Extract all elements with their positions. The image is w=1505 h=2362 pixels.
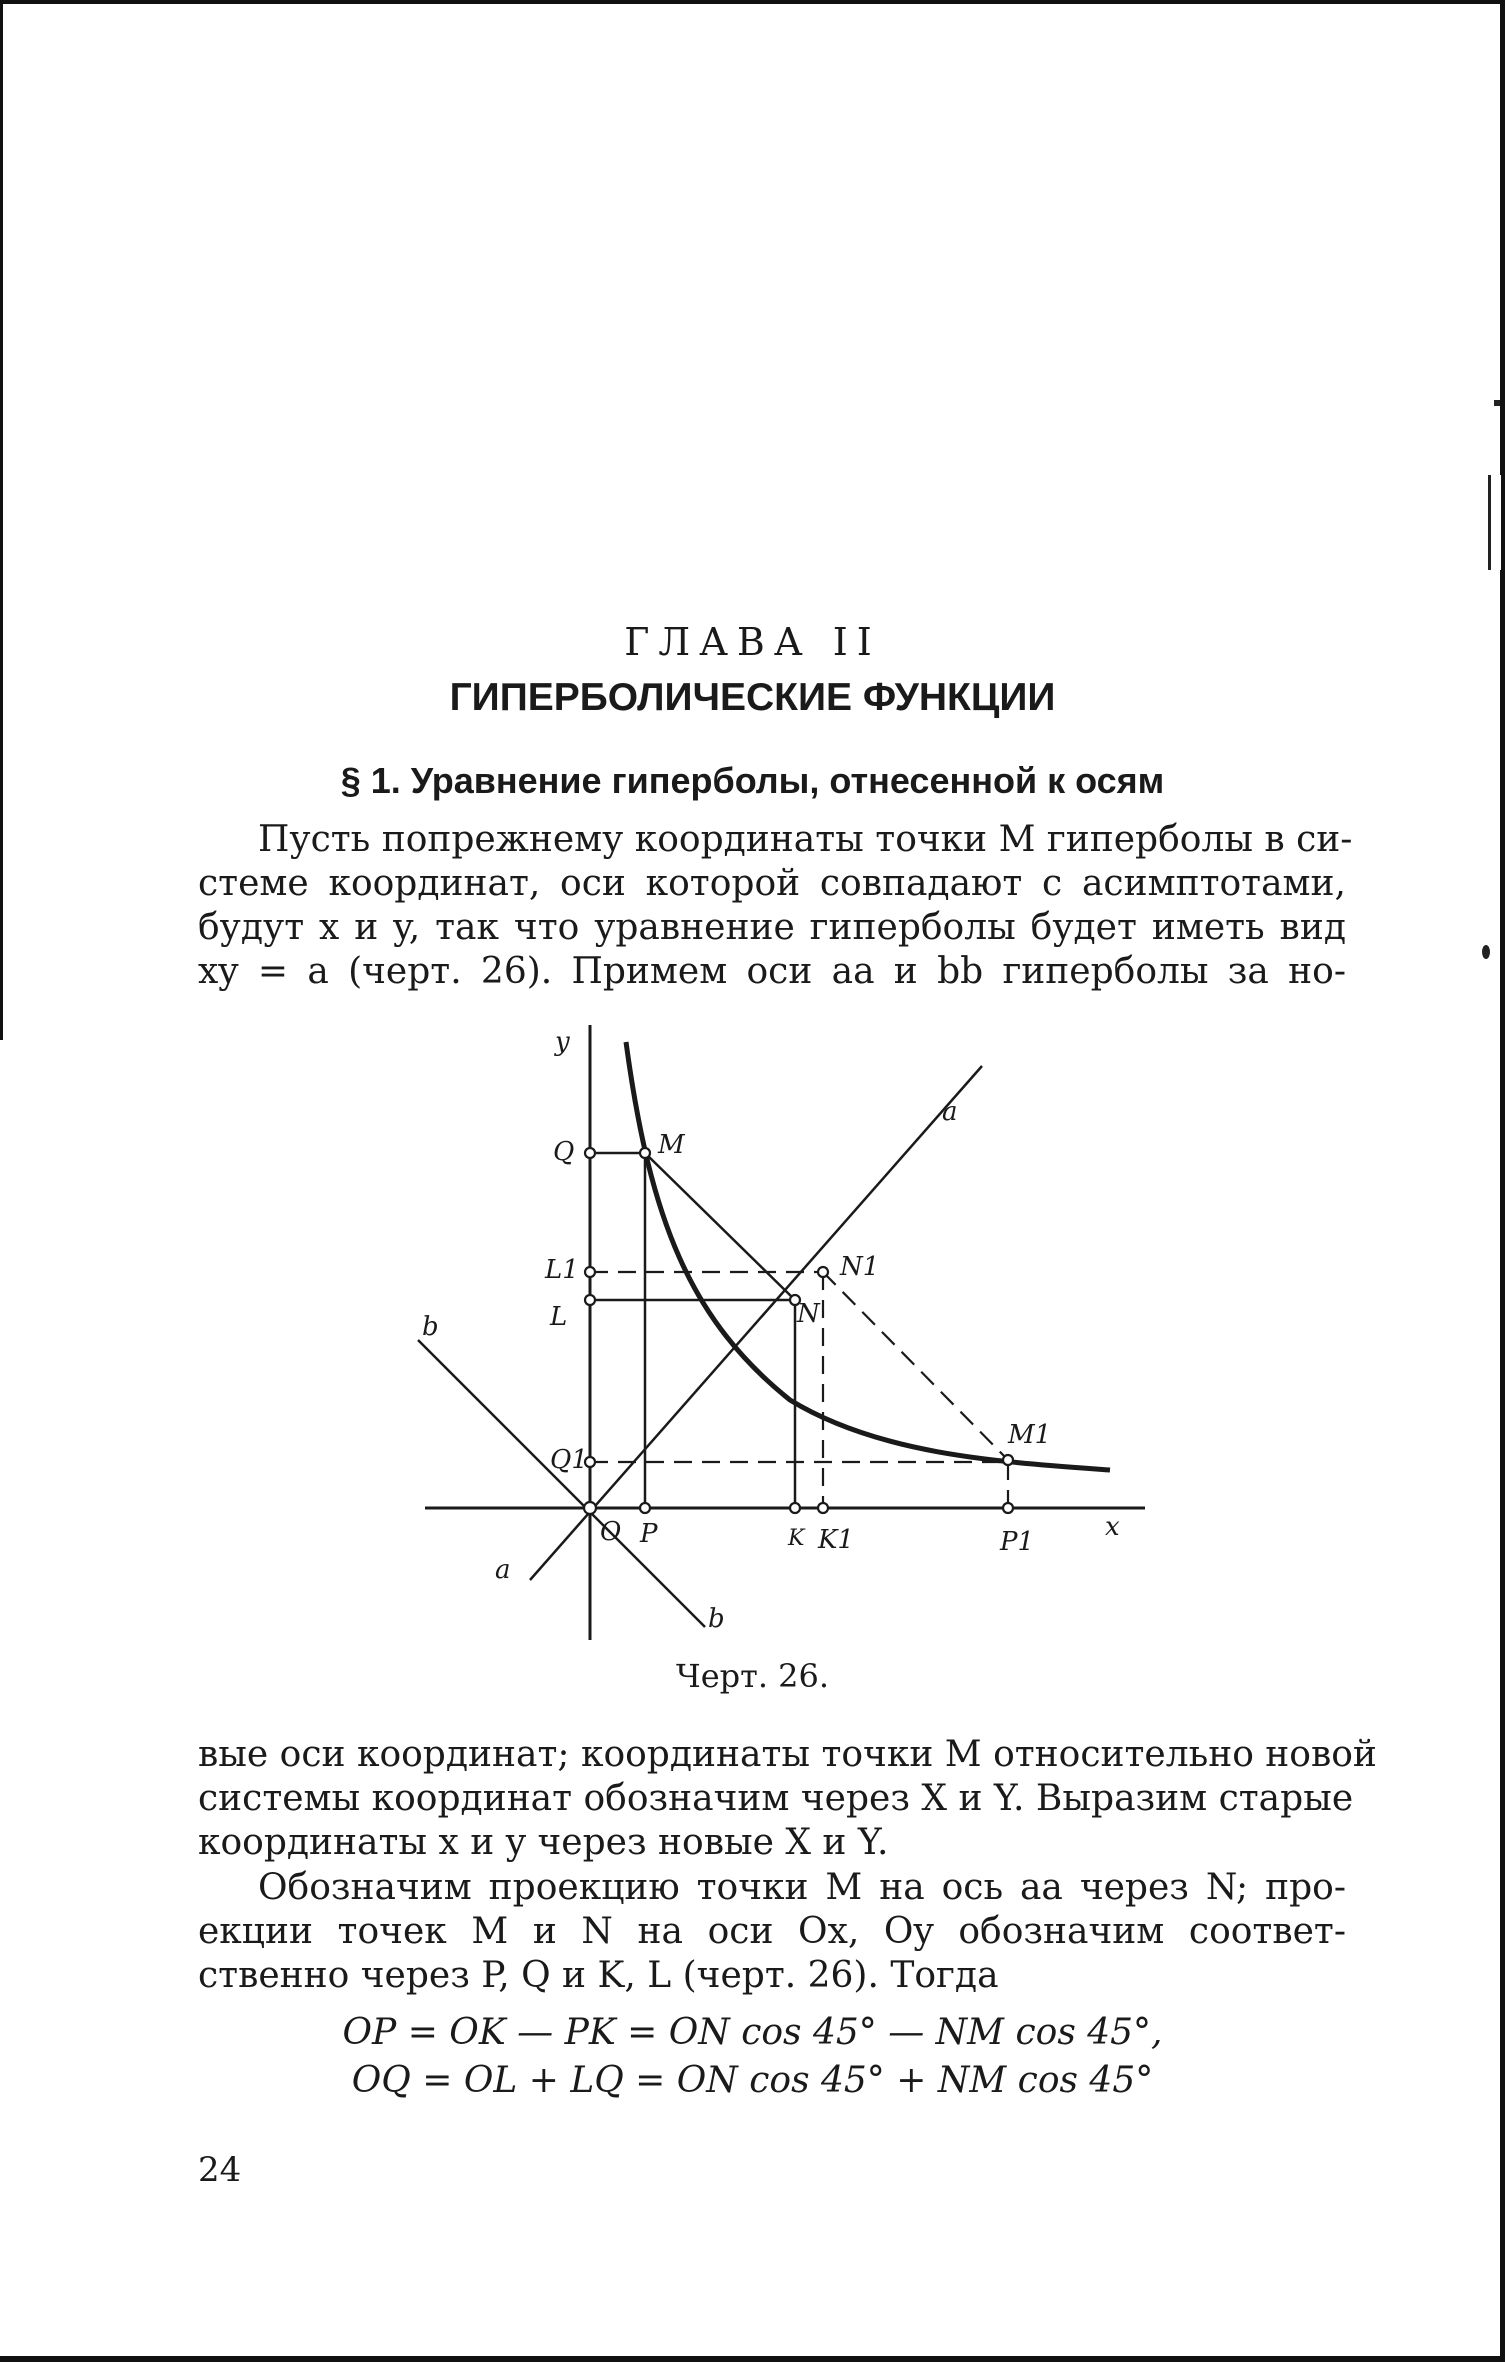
label-M: M xyxy=(658,1130,685,1160)
label-O: O xyxy=(600,1517,622,1547)
point-N1 xyxy=(818,1267,828,1277)
text-line: вые оси координат; координаты точки M относительно новой xyxy=(198,1734,1377,1775)
point-Q xyxy=(585,1148,595,1158)
scan-border-bottom xyxy=(0,2356,1505,2362)
label-L1: L1 xyxy=(545,1255,579,1285)
label-b-top: b xyxy=(422,1312,439,1342)
text-line: екции точек M и N на оси Ox, Oy обозначим соответ- xyxy=(198,1911,1346,1952)
point-L1 xyxy=(585,1267,595,1277)
label-x: x xyxy=(1105,1512,1120,1542)
point-P xyxy=(640,1503,650,1513)
point-M1 xyxy=(1003,1455,1013,1465)
label-Q: Q xyxy=(553,1137,575,1167)
chapter-label: ГЛАВА II xyxy=(624,620,881,664)
formula-line-1: OP = OK — PK = ON cos 45° — NM cos 45°, xyxy=(342,2012,1163,2053)
text-line: Обозначим проекцию точки M на ось aa через N; про- xyxy=(258,1867,1346,1908)
label-N1: N1 xyxy=(840,1252,880,1282)
point-M xyxy=(640,1148,650,1158)
axis-aa xyxy=(530,1066,982,1580)
chapter-title: ГИПЕРБОЛИЧЕСКИЕ ФУНКЦИИ xyxy=(449,676,1056,719)
label-K: K xyxy=(788,1526,805,1551)
paragraph-3 xyxy=(198,1866,1346,1998)
point-K xyxy=(790,1503,800,1513)
section-heading: § 1. Уравнение гиперболы, отнесенной к осям xyxy=(340,760,1165,801)
page-number: 24 xyxy=(198,2150,242,2190)
paragraph-2 xyxy=(198,1733,1377,1865)
formula-line-2: OQ = OL + LQ = ON cos 45° + NM cos 45° xyxy=(351,2060,1154,2101)
point-P1 xyxy=(1003,1503,1013,1513)
label-b-bottom: b xyxy=(708,1604,725,1634)
text-line: xy = a (черт. 26). Примем оси aa и bb гиперболы за но- xyxy=(198,951,1346,992)
label-N: N xyxy=(797,1299,820,1329)
label-K1: K1 xyxy=(818,1525,854,1555)
text-line: стеме координат, оси которой совпадают с асимптотами, xyxy=(198,863,1346,904)
point-L xyxy=(585,1295,595,1305)
label-Q1: Q1 xyxy=(550,1445,588,1475)
text-line: координаты x и y через новые X и Y. xyxy=(198,1822,889,1863)
label-y: y xyxy=(555,1027,570,1057)
text-line: ственно через P, Q и K, L (черт. 26). Тогда xyxy=(198,1955,999,1996)
text-line: будут x и y, так что уравнение гиперболы будет иметь вид xyxy=(198,907,1346,948)
point-O xyxy=(584,1502,596,1514)
dashed-N1-M1 xyxy=(823,1272,1008,1460)
text-line: системы координат обозначим через X и Y. Выразим старые xyxy=(198,1778,1354,1819)
point-K1 xyxy=(818,1503,828,1513)
text-line: Пусть попрежнему координаты точки M гиперболы в си- xyxy=(258,819,1353,860)
label-P1: P1 xyxy=(1000,1527,1035,1557)
label-M1: M1 xyxy=(1008,1420,1052,1450)
label-a-bottom: a xyxy=(495,1555,511,1585)
axis-bb xyxy=(418,1340,705,1627)
label-a-top: a xyxy=(942,1097,958,1127)
label-P: P xyxy=(640,1519,658,1549)
label-L: L xyxy=(550,1302,568,1332)
figure-caption: Черт. 26. xyxy=(675,1657,830,1695)
